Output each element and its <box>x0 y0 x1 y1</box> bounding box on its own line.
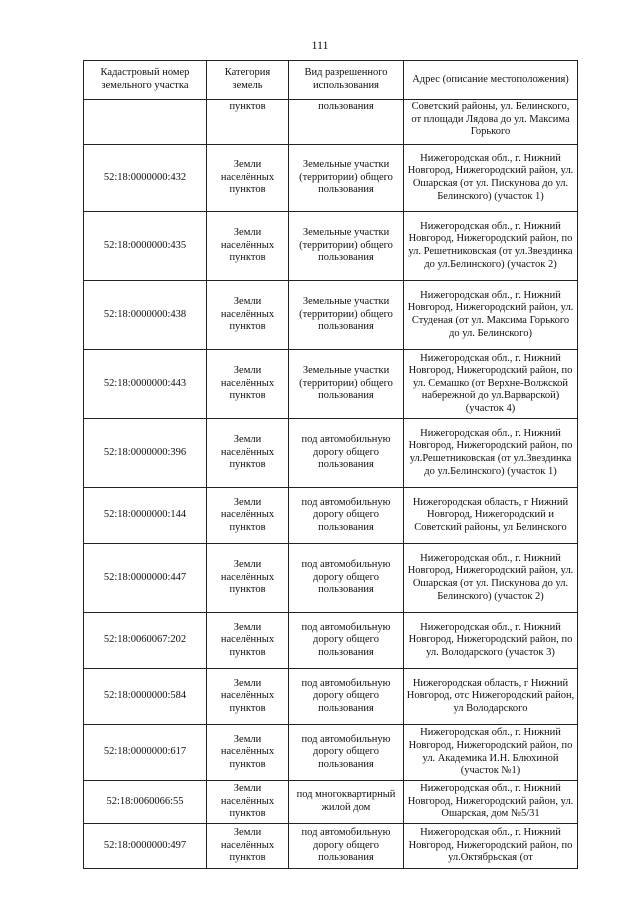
address-cell: Нижегородская обл., г. Нижний Новгород, Нижегородский район, по ул. Решетниковская (от ул.Звездинка до ул.Белинского) (участок 2) <box>404 212 578 281</box>
permitted-use-cell: под автомобильную дорогу общего пользования <box>289 613 404 669</box>
land-category-cell: Земли населённых пунктов <box>207 212 289 281</box>
table-row <box>84 725 578 781</box>
permitted-use-cell: под автомобильную дорогу общего пользования <box>289 725 404 781</box>
land-plots-table <box>83 60 578 869</box>
header-row <box>84 61 578 100</box>
cadastral-number-cell: 52:18:0000000:438 <box>84 281 207 350</box>
permitted-use-cell: под многоквартирный жилой дом <box>289 781 404 824</box>
cadastral-number-cell: 52:18:0000000:447 <box>84 544 207 613</box>
address-cell: Нижегородская обл., г. Нижний Новгород, Нижегородский район, по ул. Семашко (от Верхне-Волжской набережной до ул.Варварской) (участок 4) <box>404 350 578 419</box>
permitted-use-cell: пользования <box>289 100 404 145</box>
land-category-cell: Земли населённых пунктов <box>207 781 289 824</box>
cadastral-number-cell: 52:18:0000000:443 <box>84 350 207 419</box>
address-cell: Нижегородская обл., г. Нижний Новгород, Нижегородский район, ул. Студеная (от ул. Максима Горького до ул. Белинского) <box>404 281 578 350</box>
header-permitted-use: Вид разрешенного использования <box>289 61 404 100</box>
cadastral-number-cell: 52:18:0000000:396 <box>84 419 207 488</box>
cadastral-number-cell: 52:18:0060066:55 <box>84 781 207 824</box>
land-category-cell: Земли населённых пунктов <box>207 281 289 350</box>
table-row <box>84 488 578 544</box>
address-cell: Нижегородская область, г Нижний Новгород, отс Нижегородский район, ул Володарского <box>404 669 578 725</box>
permitted-use-cell: Земельные участки (территории) общего пользования <box>289 212 404 281</box>
permitted-use-cell: Земельные участки (территории) общего пользования <box>289 145 404 212</box>
address-cell: Нижегородская обл., г. Нижний Новгород, Нижегородский район, по ул. Володарского (участок 3) <box>404 613 578 669</box>
table-row <box>84 669 578 725</box>
land-category-cell: Земли населённых пунктов <box>207 725 289 781</box>
table-row <box>84 100 578 145</box>
address-cell: Нижегородская обл., г. Нижний Новгород, Нижегородский район, по ул.Октябрьская (от <box>404 824 578 869</box>
land-category-cell: Земли населённых пунктов <box>207 488 289 544</box>
permitted-use-cell: под автомобильную дорогу общего пользования <box>289 488 404 544</box>
land-category-cell: пунктов <box>207 100 289 145</box>
land-category-cell: Земли населённых пунктов <box>207 613 289 669</box>
permitted-use-cell: под автомобильную дорогу общего пользования <box>289 544 404 613</box>
address-cell: Нижегородская обл., г. Нижний Новгород, Нижегородский район, по ул.Решетниковская (от ул.Звездинка до ул.Белинского) (участок 1) <box>404 419 578 488</box>
table-row <box>84 824 578 869</box>
table-row <box>84 281 578 350</box>
land-category-cell: Земли населённых пунктов <box>207 544 289 613</box>
cadastral-number-cell: 52:18:0060067:202 <box>84 613 207 669</box>
address-cell: Нижегородская обл., г. Нижний Новгород, Нижегородский район, по ул. Академика И.Н. Блюхиной (участок №1) <box>404 725 578 781</box>
page-number: 111 <box>311 38 329 52</box>
address-cell: Советский районы, ул. Белинского, от площади Лядова до ул. Максима Горького <box>404 100 578 145</box>
table-row <box>84 350 578 419</box>
cadastral-number-cell: 52:18:0000000:497 <box>84 824 207 869</box>
header-address: Адрес (описание местоположения) <box>404 61 578 100</box>
table-row <box>84 212 578 281</box>
permitted-use-cell: Земельные участки (территории) общего пользования <box>289 350 404 419</box>
header-cadastral-number: Кадастровый номер земельного участка <box>84 61 207 100</box>
cadastral-number-cell: 52:18:0000000:584 <box>84 669 207 725</box>
cadastral-number-cell: 52:18:0000000:432 <box>84 145 207 212</box>
land-category-cell: Земли населённых пунктов <box>207 824 289 869</box>
header-land-category: Категория земель <box>207 61 289 100</box>
land-category-cell: Земли населённых пунктов <box>207 145 289 212</box>
cadastral-number-cell <box>84 100 207 145</box>
address-cell: Нижегородская обл., г. Нижний Новгород, Нижегородский район, ул. Ошарская (от ул. Пискунова до ул. Белинского) (участок 1) <box>404 145 578 212</box>
land-category-cell: Земли населённых пунктов <box>207 350 289 419</box>
cadastral-number-cell: 52:18:0000000:435 <box>84 212 207 281</box>
permitted-use-cell: Земельные участки (территории) общего пользования <box>289 281 404 350</box>
cadastral-number-cell: 52:18:0000000:617 <box>84 725 207 781</box>
table-header <box>84 61 578 100</box>
table-row <box>84 613 578 669</box>
table-row <box>84 145 578 212</box>
address-cell: Нижегородская обл., г. Нижний Новгород, Нижегородский район, ул. Ошарская, дом №5/31 <box>404 781 578 824</box>
address-cell: Нижегородская область, г Нижний Новгород, Нижегородский и Советский районы, ул Белинского <box>404 488 578 544</box>
permitted-use-cell: под автомобильную дорогу общего пользования <box>289 419 404 488</box>
land-category-cell: Земли населённых пунктов <box>207 669 289 725</box>
permitted-use-cell: под автомобильную дорогу общего пользования <box>289 824 404 869</box>
table-row <box>84 781 578 824</box>
land-category-cell: Земли населённых пунктов <box>207 419 289 488</box>
table-row <box>84 544 578 613</box>
address-cell: Нижегородская обл., г. Нижний Новгород, Нижегородский район, ул. Ошарская (от ул. Пискунова до ул. Белинского) (участок 2) <box>404 544 578 613</box>
table-row <box>84 419 578 488</box>
permitted-use-cell: под автомобильную дорогу общего пользования <box>289 669 404 725</box>
cadastral-number-cell: 52:18:0000000:144 <box>84 488 207 544</box>
